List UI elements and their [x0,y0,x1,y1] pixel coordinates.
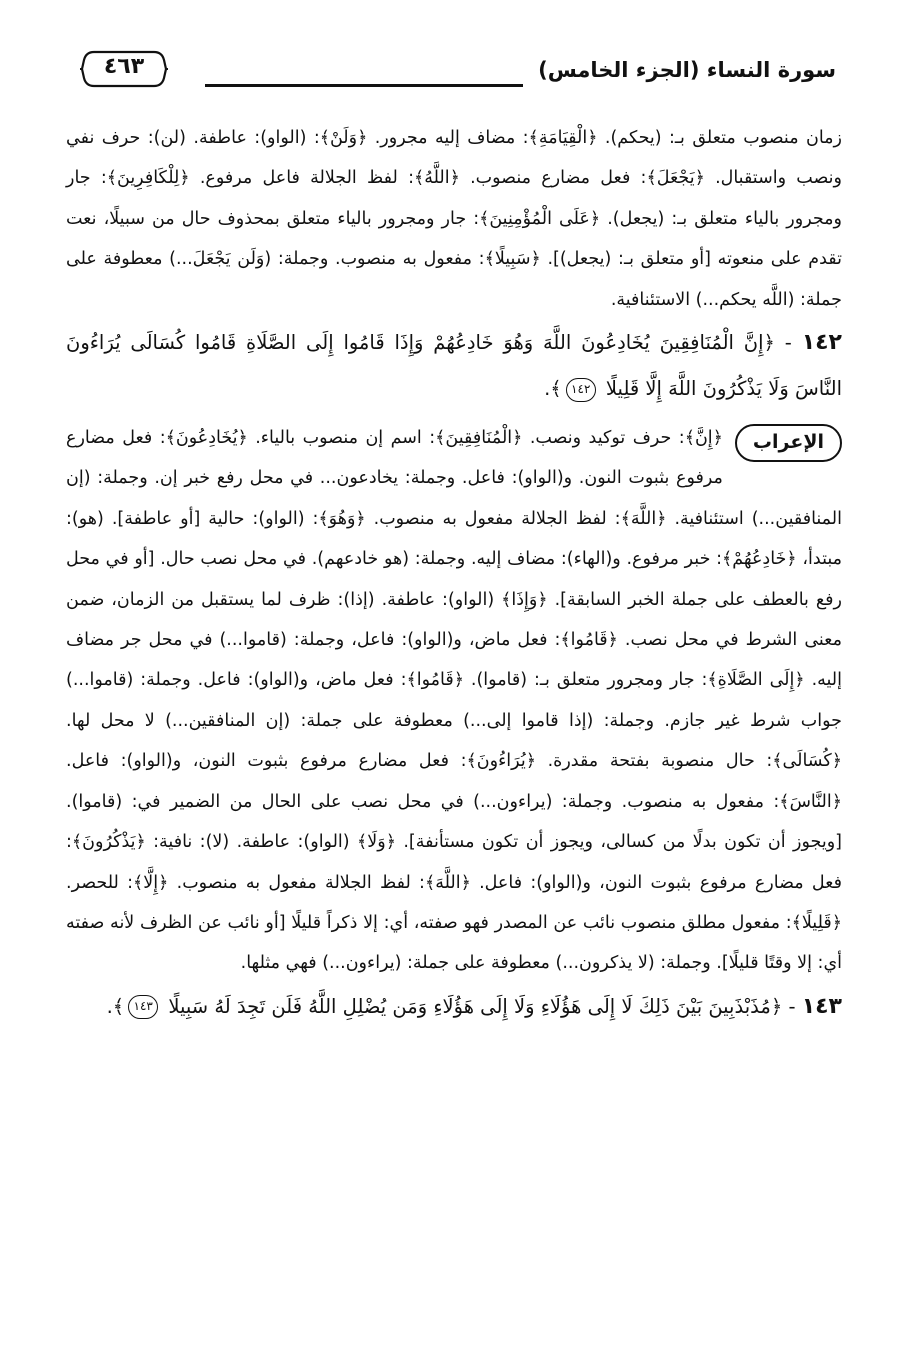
irab-paragraph [66,418,842,984]
verse-text: ﴿إِنَّ الْمُنَافِقِينَ يُخَادِعُونَ اللَّهَ وَهُوَ خَادِعُهُمْ وَإِذَا قَامُوا إِلَى الصَّلَاةِ قَامُوا كُسَالَى يُرَاءُونَ النَّاسَ وَلَا يَذْكُرُونَ اللَّهَ إِلَّا قَلِيلًا [66,331,842,401]
paragraph-continuation: زمان منصوب متعلق بـ: (يحكم). ﴿الْقِيَامَةِ﴾: مضاف إليه مجرور. ﴿وَلَنْ﴾: (الواو): عاطفة. (لن): حرف نفي ونصب واستقبال. ﴿يَجْعَلَ﴾: فعل مضارع منصوب. ﴿اللَّهُ﴾: لفظ الجلالة فاعل مرفوع. ﴿لِلْكَافِرِينَ﴾: جار ومجرور بالياء متعلق بـ: (يجعل). ﴿عَلَى الْمُؤْمِنِينَ﴾: جار ومجرور بالياء متعلق بمحذوف حال من سبيلًا، نعت تقدم على منعوته [أو متعلق بـ: (يجعل)]. ﴿سَبِيلًا﴾: مفعول به منصوب. وجملة: (وَلَن يَجْعَلَ...) معطوفة على جملة: (اللَّه يحكم...) الاستئنافية. [66,128,842,310]
verse-dash: - [782,994,796,1018]
verse-end-marker-icon: ١٤٣ [128,995,158,1019]
verse-end-marker-icon: ١٤٢ [566,378,596,402]
verse-number: ١٤٣ [801,993,842,1019]
header-rule [205,84,523,87]
page-number: ٤٦٣ [103,54,145,79]
verse-142 [66,320,842,412]
verse-dash: - [774,331,792,355]
verse-text: ﴿مُذَبْذَبِينَ بَيْنَ ذَلِكَ لَا إِلَى هَؤُلَاءِ وَلَا إِلَى هَؤُلَاءِ وَمَن يُضْلِلِ اللَّهُ فَلَن تَجِدَ لَهُ سَبِيلًا [168,994,783,1018]
verse-number: ١٤٢ [801,330,842,356]
verse-close: ﴾. [106,994,125,1018]
main-text [66,118,842,1030]
verse-close: ﴾. [544,377,562,401]
verse-143 [66,984,842,1030]
page-number-badge [80,46,168,92]
page-header-title: سورة النساء (الجزء الخامس) [538,58,836,82]
irab-text: ﴿إِنَّ﴾: حرف توكيد ونصب. ﴿الْمُنَافِقِينَ﴾: اسم إن منصوب بالياء. ﴿يُخَادِعُونَ﴾: فعل مضارع مرفوع بثبوت النون. و(الواو): فاعل. وجملة: يخادعون... في محل رفع خبر إن. وجملة: (إن المنافقين...) استئنافية. ﴿اللَّهَ﴾: لفظ الجلالة مفعول به منصوب. ﴿وَهُوَ﴾: (الواو): حالية [أو عاطفة]. (هو): مبتدأ، ﴿خَادِعُهُمْ﴾: خبر مرفوع. و(الهاء): مضاف إليه. وجملة: (هو خادعهم). في محل نصب حال. [أو في محل رفع بالعطف على جملة الخبر السابقة]. ﴿وَإِذَا﴾ (الواو): عاطفة. (إذا): ظرف لما يستقبل من الزمان، ضمن معنى الشرط في محل نصب. ﴿قَامُوا﴾: فعل ماض، و(الواو): فاعل، وجملة: (قاموا...) في محل جر مضاف إليه. ﴿إِلَى الصَّلَاةِ﴾: جار ومجرور متعلق بـ: (قاموا). ﴿قَامُوا﴾: فعل ماض، و(الواو): فاعل. وجملة: (قاموا...) جواب شرط غير جازم. وجملة: (إذا قاموا إلى...) معطوفة على جملة: (إن المنافقين...) لا محل لها. ﴿كُسَالَى﴾: حال منصوبة بفتحة مقدرة. ﴿يُرَاءُونَ﴾: فعل مضارع مرفوع بثبوت النون، و(الواو): فاعل. ﴿النَّاسَ﴾: مفعول به منصوب. وجملة: (يراءون...) في محل نصب على الحال من الضمير في: (قاموا). [ويجوز أن تكون بدلًا من كسالى، ويجوز أن تكون مستأنفة]. ﴿وَلَا﴾ (الواو): عاطفة. (لا): نافية: ﴿يَذْكُرُونَ﴾: فعل مضارع مرفوع بثبوت النون، و(الواو): فاعل. ﴿اللَّهَ﴾: لفظ الجلالة مفعول به منصوب. ﴿إِلَّا﴾: للحصر. ﴿قَلِيلًا﴾: مفعول مطلق منصوب نائب عن المصدر فهو صفته، أي: إلا ذكراً قليلًا [أو نائب عن الظرف لأنه صفته أي: إلا وقتًا قليلًا]. وجملة: (لا يذكرون...) معطوفة على جملة: (يراءون...) فهي مثلها. [66,428,842,974]
irab-label: الإعراب [735,424,842,462]
